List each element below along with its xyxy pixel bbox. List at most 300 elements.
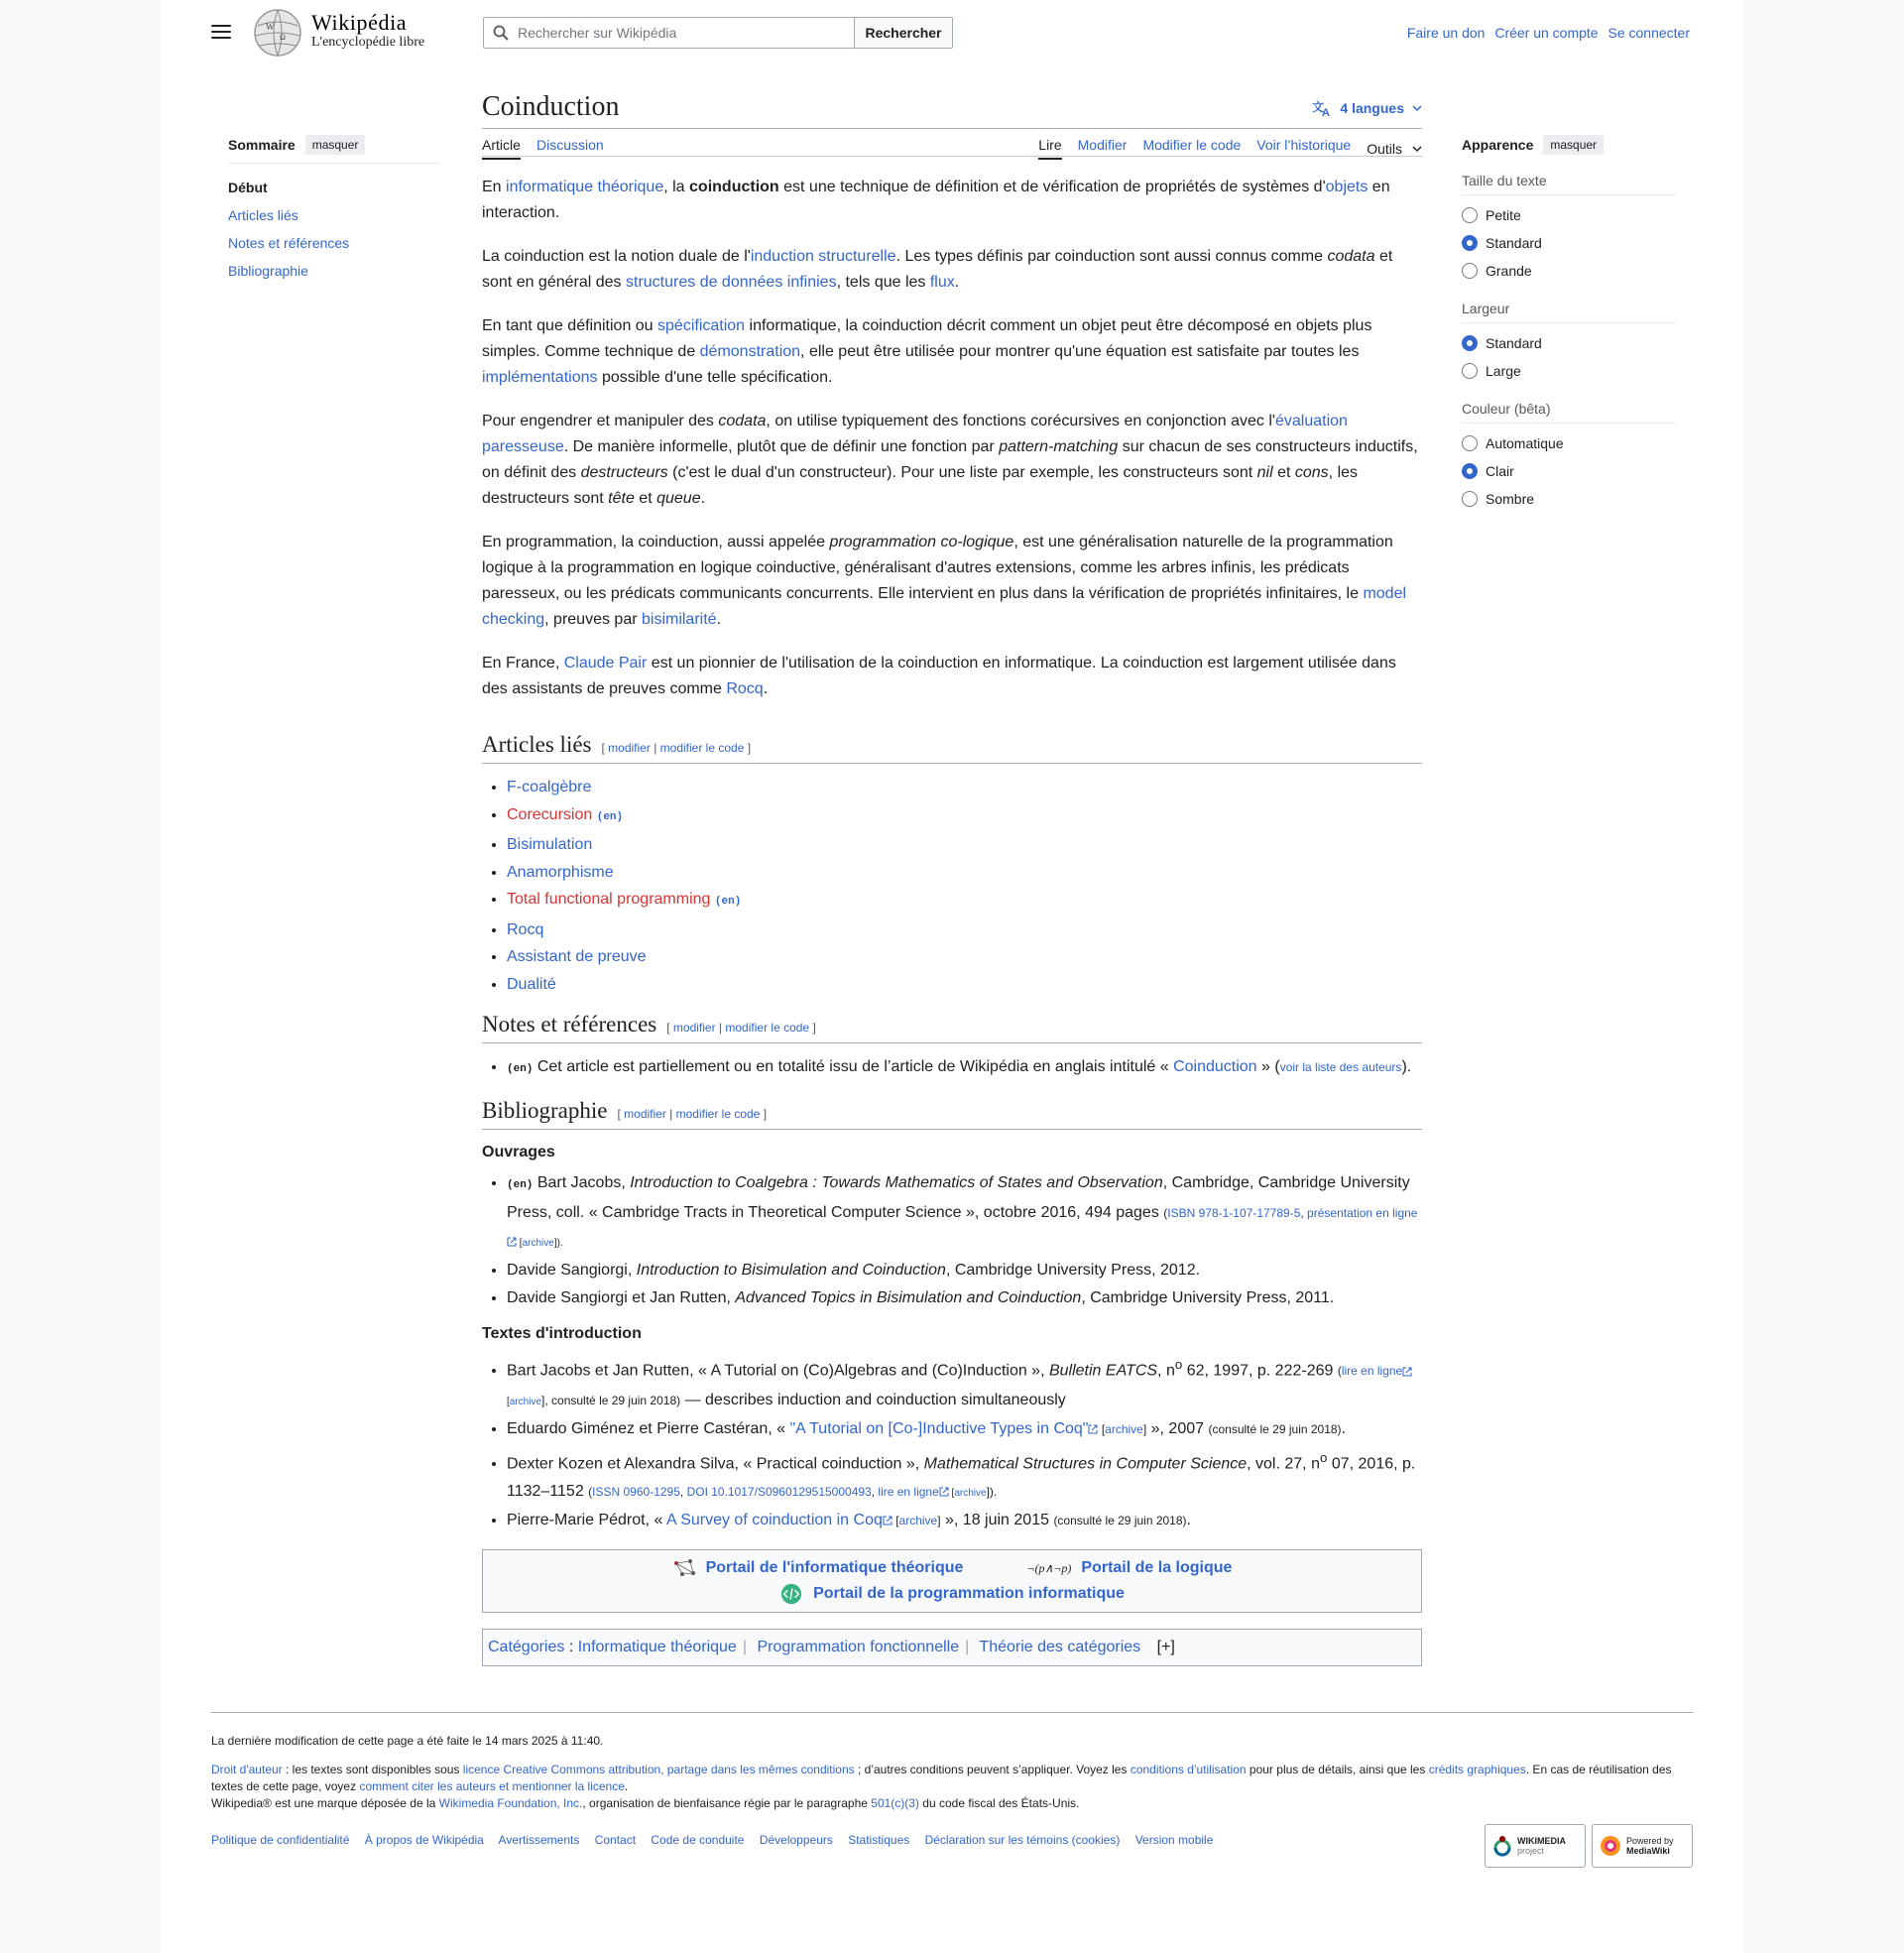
tools-menu[interactable] [1367, 137, 1422, 160]
page-title: Coinduction [482, 91, 620, 122]
text: [ [892, 1514, 899, 1528]
text: La coinduction est la notion duale de l' [482, 248, 751, 265]
footer-link[interactable]: Statistiques [848, 1833, 910, 1847]
bracket: [ [617, 1106, 625, 1121]
text: [ [507, 1396, 510, 1407]
related-link[interactable]: Assistant de preuve [507, 948, 647, 965]
radio-circle [1462, 363, 1478, 379]
cite-link[interactable]: comment citer les auteurs et mentionner la licence [359, 1779, 625, 1793]
section-heading-bibliographie [482, 1098, 1422, 1130]
link[interactable]: objets [1325, 179, 1368, 195]
text: en interaction. [482, 179, 1390, 221]
text: En tant que définition ou [482, 317, 658, 334]
radio-standard-width[interactable] [1462, 329, 1677, 357]
svg-text:Ω: Ω [280, 33, 286, 42]
category-link[interactable]: Théorie des catégories [979, 1638, 1141, 1655]
bracket: [ [666, 1021, 673, 1035]
online-link[interactable]: lire en ligne [878, 1484, 939, 1499]
text: est une technique de définition et de vérification de propriétés de systèmes d' [778, 179, 1326, 195]
text: , Cambridge University Press, 2011. [1081, 1288, 1335, 1306]
view-tabs [1038, 137, 1422, 160]
text: ], consulté le 29 juin 2018) [541, 1393, 681, 1407]
mediawiki-logo-icon [1599, 1834, 1622, 1858]
text: Eduardo Giménez et Pierre Castéran, « [507, 1420, 790, 1438]
radio-circle-selected [1462, 463, 1478, 479]
footer [211, 1712, 1693, 1856]
text: informatique, la coinduction décrit comment un objet peut être décomposé en objets plus simples. Comme technique de [482, 317, 1372, 360]
hamburger-bar [211, 37, 231, 39]
link[interactable]: Rocq [726, 680, 764, 697]
paragraph [482, 409, 1422, 512]
text: , organisation de bienfaisance régie par le paragraphe [582, 1796, 872, 1810]
radio-standard-size[interactable] [1462, 229, 1677, 257]
text: Dexter Kozen et Alexandra Silva, « Practical coinduction », [507, 1455, 924, 1473]
link[interactable]: implémentations [482, 369, 598, 386]
radio-label: Petite [1486, 207, 1521, 223]
link[interactable]: model checking [482, 585, 1407, 628]
isbn-link[interactable]: ISBN 978-1-107-17789-5 [1167, 1206, 1301, 1220]
text: , les destructeurs sont [482, 464, 1359, 507]
tab-read[interactable]: Lire [1038, 137, 1061, 160]
text: , preuves par [544, 611, 642, 628]
wordmark[interactable] [311, 11, 424, 51]
link[interactable]: structures de données infinies [626, 274, 837, 291]
bracket: ] [744, 741, 752, 755]
appearance-panel [1462, 135, 1677, 519]
hamburger-bar [211, 31, 231, 33]
appearance-title: Apparence [1462, 137, 1534, 153]
badge-line: WIKIMEDIA [1517, 1836, 1566, 1846]
color-label: Couleur (bêta) [1462, 391, 1677, 424]
list-item [507, 1257, 1422, 1284]
link[interactable]: Coinduction [1173, 1058, 1257, 1075]
text: , la [663, 179, 690, 195]
edit-section-link[interactable]: modifier [624, 1106, 666, 1121]
radio-circle [1462, 263, 1478, 279]
radio-label: Standard [1486, 235, 1542, 251]
text: [ [517, 1237, 523, 1249]
credits-link[interactable]: crédits graphiques [1428, 1763, 1526, 1776]
lang-marker: (en) [507, 1063, 534, 1075]
badge-line: Powered by [1626, 1836, 1674, 1846]
text: ( [1337, 1364, 1342, 1379]
text: Davide Sangiorgi et Jan Rutten, [507, 1288, 736, 1306]
intro-list [482, 1351, 1422, 1535]
copyright-link[interactable]: Droit d'auteur [211, 1763, 283, 1776]
tab-edit[interactable]: Modifier [1077, 137, 1128, 153]
section-heading-notes [482, 1012, 1422, 1043]
bracket: [ [601, 741, 609, 755]
text: . En cas de réutilisation des textes de cette page, voyez [211, 1763, 1672, 1793]
divider: | [742, 1638, 747, 1655]
link[interactable]: évaluation paresseuse [482, 413, 1348, 455]
last-modified: La dernière modification de cette page a été faite le 14 mars 2025 à 11:40. [211, 1734, 604, 1748]
text: du code fiscal des États-Unis. [918, 1796, 1080, 1810]
text: Bart Jacobs, [533, 1173, 631, 1191]
radio-sombre[interactable] [1462, 485, 1677, 513]
related-link[interactable]: Bisimulation [507, 836, 593, 853]
archive-link[interactable]: archive [1105, 1422, 1143, 1437]
portal-programmation[interactable] [779, 1581, 1125, 1607]
text: , on utilise typiquement des fonctions corécursives en conjonction avec l' [766, 413, 1275, 429]
link[interactable]: démonstration [699, 343, 801, 360]
wikipedia-globe-logo[interactable] [252, 8, 303, 58]
radio-large[interactable] [1462, 357, 1677, 385]
radio-circle-selected [1462, 335, 1478, 351]
category-link[interactable]: Informatique théorique [577, 1638, 737, 1655]
list-item [507, 831, 1422, 859]
radio-label: Sombre [1486, 491, 1535, 507]
list-item [507, 801, 1422, 832]
portal-link[interactable]: Portail de la logique [1081, 1558, 1233, 1576]
wordmark-title: Wikipédia [311, 10, 408, 35]
donate-link[interactable]: Faire un don [1406, 25, 1486, 41]
tools-label: Outils [1367, 140, 1402, 157]
badge-line: project [1517, 1846, 1545, 1856]
width-label: Largeur [1462, 291, 1677, 323]
list-item [507, 859, 1422, 887]
radio-label: Grande [1486, 263, 1532, 279]
list-item [507, 1284, 1422, 1312]
text: , [679, 1484, 687, 1499]
tab-discussion[interactable]: Discussion [536, 137, 604, 153]
text: ]). [986, 1484, 998, 1499]
footer-link[interactable]: Version mobile [1134, 1833, 1214, 1847]
link[interactable]: spécification [657, 317, 746, 334]
terms-link[interactable]: conditions d’utilisation [1130, 1763, 1247, 1776]
section-edit-links [666, 1021, 816, 1035]
portal-informatique-theorique[interactable] [672, 1555, 964, 1581]
link[interactable]: Claude Pair [563, 655, 648, 671]
text: Cet article est partiellement ou en totalité issu de l’article de Wikipédia en anglais intitulé « [533, 1058, 1174, 1075]
categories-expand[interactable]: [+] [1156, 1638, 1175, 1655]
table-of-contents [228, 135, 441, 285]
toc-item-notes[interactable] [228, 229, 441, 257]
edit-source-section-link[interactable]: modifier le code [659, 741, 745, 755]
link[interactable]: informatique théorique [506, 179, 664, 195]
badge-text [1626, 1836, 1674, 1856]
search-box [483, 17, 880, 49]
bold-term: coinduction [689, 179, 779, 195]
radio-circle-selected [1462, 235, 1478, 251]
related-link[interactable]: Dualité [507, 975, 556, 993]
list-item [507, 1507, 1422, 1535]
external-link-icon [1402, 1367, 1412, 1377]
text: ]). [553, 1237, 563, 1249]
text: et [634, 490, 657, 507]
section-edit-links [617, 1107, 767, 1121]
link[interactable]: bisimilarité [641, 611, 717, 628]
trademark-text [211, 1795, 1693, 1812]
list-item [507, 943, 1422, 971]
radio-label: Automatique [1486, 435, 1564, 451]
tutorial-link[interactable]: "A Tutorial on [Co-]Inductive Types in Coq" [789, 1420, 1089, 1438]
italic: destructeurs [580, 464, 668, 481]
footer-link[interactable]: Code de conduite [651, 1833, 745, 1847]
italic: queue [656, 490, 701, 507]
doi-link[interactable]: DOI 10.1017/S0960129515000493 [686, 1484, 872, 1499]
online-link[interactable]: lire en ligne [1341, 1364, 1403, 1379]
color-options [1462, 424, 1677, 519]
link[interactable]: flux [929, 274, 955, 291]
text: est un pionnier de l'utilisation de la coinduction en informatique. La coinduction est largement utilisée dans des assistants de preuves comme [482, 655, 1396, 697]
external-link-icon [883, 1516, 892, 1526]
related-list [482, 774, 1422, 998]
category-link[interactable]: Programmation fonctionnelle [757, 1638, 960, 1655]
language-button[interactable] [1312, 99, 1422, 117]
survey-link[interactable]: A Survey of coinduction in Coq [665, 1512, 883, 1529]
text: Bart Jacobs et Jan Rutten, « A Tutorial on (Co)Algebras and (Co)Induction », [507, 1362, 1049, 1380]
radio-grande[interactable] [1462, 257, 1677, 285]
text: , tels que les [836, 274, 930, 291]
footer-badges [1485, 1824, 1693, 1868]
wikimedia-logo-icon [1491, 1835, 1513, 1857]
edit-source-section-link[interactable]: modifier le code [725, 1021, 810, 1035]
toc-header [228, 135, 441, 164]
list-item [507, 916, 1422, 944]
appearance-header [1462, 135, 1677, 163]
list-item [507, 1415, 1422, 1444]
archive-link[interactable]: archive [898, 1514, 938, 1528]
italic: pattern-matching [999, 438, 1119, 455]
lang-marker: (en) [507, 1178, 534, 1191]
text: » ( [1256, 1058, 1280, 1075]
portal-row [483, 1555, 1421, 1581]
text: ] [937, 1514, 941, 1528]
text: , [1300, 1206, 1308, 1220]
heading-text: Notes et références [482, 1012, 657, 1037]
categories-box [482, 1629, 1422, 1666]
text: », 18 juin 2015 [940, 1512, 1054, 1529]
text: . [1186, 1512, 1191, 1529]
footer-link[interactable]: Avertissements [498, 1833, 580, 1847]
toc-item-bibliographie[interactable] [228, 257, 441, 285]
toc-link[interactable]: Notes et références [228, 235, 350, 251]
heading-text: Bibliographie [482, 1097, 608, 1123]
toc-item-debut[interactable]: Début [228, 180, 268, 195]
external-link-icon [1088, 1424, 1098, 1434]
footer-link[interactable]: Déclaration sur les témoins (cookies) [924, 1833, 1121, 1847]
text: ; d’autres conditions peuvent s’appliquer. Voyez les [854, 1763, 1130, 1776]
text: 62, 1997, p. 222-269 [1182, 1362, 1338, 1380]
text: , [871, 1484, 879, 1499]
text: . [624, 1779, 629, 1793]
archive-link[interactable]: archive [954, 1487, 987, 1499]
footer-link[interactable]: Politique de confidentialité [211, 1833, 350, 1847]
article [482, 85, 1422, 1666]
external-link-icon [939, 1487, 949, 1497]
translate-icon [1312, 99, 1332, 117]
link[interactable]: induction structurelle [750, 248, 896, 265]
foundation-link[interactable]: Wikimedia Foundation, Inc. [438, 1796, 583, 1810]
footer-link[interactable]: À propos de Wikipédia [364, 1833, 484, 1847]
edit-source-section-link[interactable]: modifier le code [675, 1106, 761, 1121]
paragraph [482, 651, 1422, 702]
toc-item-articles-lies[interactable] [228, 201, 441, 229]
separator: | [665, 1106, 676, 1121]
text: Pour engendrer et manipuler des [482, 413, 719, 429]
separator: | [715, 1021, 726, 1035]
bracket: ] [809, 1021, 816, 1035]
radio-clair[interactable] [1462, 457, 1677, 485]
portal-box [482, 1549, 1422, 1613]
radio-label: Large [1486, 363, 1521, 379]
text: [ [1098, 1422, 1106, 1437]
text: ( [588, 1484, 593, 1499]
section-edit-links [602, 741, 752, 755]
text: En [482, 179, 507, 195]
text: », 2007 [1146, 1420, 1209, 1438]
toc-link[interactable]: Bibliographie [228, 263, 308, 279]
logic-icon: ¬(p∧¬p) [1026, 1560, 1072, 1575]
footer-link[interactable]: Contact [594, 1833, 637, 1847]
italic: cons [1294, 464, 1329, 481]
radio-circle [1462, 491, 1478, 507]
italic: Introduction to Coalgebra : Towards Mathematics of States and Observation [630, 1173, 1163, 1191]
footer-links [211, 1832, 1693, 1849]
page [160, 0, 1744, 1953]
title-row [482, 85, 1422, 129]
related-link[interactable]: Anamorphisme [507, 863, 614, 881]
search-button[interactable]: Rechercher [854, 17, 953, 49]
archive-link[interactable]: archive [509, 1396, 542, 1407]
toc-link[interactable]: Articles liés [228, 207, 298, 223]
italic: codata [1327, 248, 1375, 265]
text-size-options [1462, 195, 1677, 291]
wikimedia-badge[interactable] [1485, 1824, 1586, 1868]
login-link[interactable]: Se connecter [1607, 25, 1690, 41]
text: . [1341, 1420, 1347, 1438]
radio-automatique[interactable] [1462, 429, 1677, 457]
related-link[interactable]: F-coalgèbre [507, 779, 592, 795]
ref-meta [588, 1485, 997, 1499]
radio-circle [1462, 435, 1478, 451]
license-link[interactable]: licence Creative Commons attribution, partage dans les mêmes conditions [462, 1763, 855, 1776]
authors-link[interactable]: voir la liste des auteurs [1279, 1060, 1402, 1074]
text: Wikipedia® est une marque déposée de la [211, 1796, 439, 1810]
archive-link[interactable]: archive [522, 1237, 554, 1249]
paragraph [482, 244, 1422, 296]
list-item [507, 774, 1422, 801]
italic: Mathematical Structures in Computer Science [923, 1455, 1248, 1473]
toc-title: Sommaire [228, 137, 296, 153]
chevron-down-icon [1412, 104, 1422, 112]
external-link-icon [507, 1237, 517, 1247]
svg-text:A: A [1322, 107, 1331, 117]
paragraph [482, 313, 1422, 391]
portal-link[interactable]: Portail de l'informatique théorique [705, 1558, 964, 1576]
text: , elle peut être utilisée pour montrer qu'une équation est satisfaite par toutes les [800, 343, 1360, 360]
related-link[interactable]: Rocq [507, 920, 544, 938]
portal-logique[interactable] [1026, 1555, 1232, 1581]
italic: Advanced Topics in Bisimulation and Coinduction [735, 1288, 1082, 1306]
create-account-link[interactable]: Créer un compte [1494, 25, 1599, 41]
text: et sont en général des [482, 248, 1393, 291]
list-item [507, 1444, 1422, 1507]
edit-section-link[interactable]: modifier [672, 1021, 716, 1035]
text: possible d'une telle spécification. [597, 369, 833, 386]
italic: programmation co-logique [829, 534, 1014, 550]
list-item [507, 886, 1422, 916]
text: ( [1163, 1206, 1168, 1220]
radio-label: Clair [1486, 463, 1514, 479]
colon: : [564, 1638, 578, 1655]
related-link-missing[interactable]: Corecursion [507, 805, 593, 823]
footer-link[interactable]: Développeurs [759, 1833, 833, 1847]
notes-list [482, 1053, 1422, 1084]
issn-link[interactable]: ISSN 0960-1295 [592, 1484, 680, 1499]
tab-history[interactable]: Voir l’historique [1256, 137, 1352, 153]
text: — describes induction and coinduction simultaneously [680, 1391, 1066, 1408]
radio-petite[interactable] [1462, 201, 1677, 229]
subheading-ouvrages: Ouvrages [482, 1143, 555, 1160]
text: , n [1157, 1362, 1175, 1380]
superscript: o [1319, 1449, 1328, 1465]
user-links [1401, 25, 1690, 41]
italic: codata [718, 413, 767, 429]
text: ). [1401, 1058, 1412, 1075]
list-item [507, 1169, 1422, 1258]
list-item [507, 971, 1422, 999]
toc-hide-button[interactable]: masquer [305, 135, 366, 155]
italic: nil [1256, 464, 1273, 481]
categories-label[interactable]: Catégories [488, 1638, 565, 1655]
text: sur chacun de ses constructeurs inductifs, on définit des [482, 438, 1418, 481]
text: . [763, 680, 769, 697]
text: . [716, 611, 722, 628]
text: et [1272, 464, 1295, 481]
divider: | [965, 1638, 970, 1655]
main-menu-button[interactable] [209, 21, 233, 45]
tax-code-link[interactable]: 501(c)(3) [871, 1796, 919, 1810]
svg-text:W: W [266, 22, 275, 32]
mediawiki-badge[interactable] [1592, 1824, 1693, 1868]
online-link[interactable]: présentation en ligne [1307, 1206, 1418, 1220]
page-tabs [482, 129, 1422, 157]
bracket: ] [760, 1106, 768, 1121]
tab-article[interactable]: Article [482, 137, 521, 160]
heading-text: Articles liés [482, 732, 592, 757]
appearance-hide-button[interactable]: masquer [1543, 135, 1604, 155]
text: ] [1142, 1422, 1147, 1437]
article-content [482, 175, 1422, 1666]
edit-section-link[interactable]: modifier [608, 741, 651, 755]
portal-link[interactable]: Portail de la programmation informatique [813, 1584, 1125, 1602]
search-input[interactable] [516, 18, 843, 48]
text: , est une généralisation naturelle de la programmation logique à la programmation en logique coinductive, généralisant d'autres extensions, comme les arbres infinis, les prédicats paresseux, ou les prédicats communicants concurrents. Elle intervient en plus dans la vérification de propriétés infinitaires, le [482, 534, 1393, 602]
language-count: 4 langues [1340, 100, 1404, 116]
svg-text:文: 文 [1312, 100, 1325, 114]
text: , Cambridge, Cambridge University Press, coll. « Cambridge Tracts in Theoretical Computer Science », octobre 2016, 494 pages [507, 1173, 1410, 1221]
text: : les textes sont disponibles sous [282, 1763, 463, 1776]
text: . De manière informelle, plutôt que de définir une fonction par [563, 438, 1000, 455]
tab-edit-source[interactable]: Modifier le code [1142, 137, 1242, 153]
italic: tête [608, 490, 635, 507]
graph-icon [672, 1557, 696, 1579]
english-link[interactable]: (en) [596, 810, 624, 823]
section-heading-articles-lies [482, 732, 1422, 764]
subheading-textes-introduction: Textes d'introduction [482, 1325, 642, 1342]
related-link-missing[interactable]: Total functional programming [507, 891, 711, 908]
english-link[interactable]: (en) [714, 896, 742, 908]
text: [ [948, 1487, 955, 1499]
text: En programmation, la coinduction, aussi appelée [482, 534, 830, 550]
italic: Bulletin EATCS [1048, 1362, 1158, 1380]
chevron-down-icon [1412, 145, 1422, 153]
text: . [700, 490, 706, 507]
text: Pierre-Marie Pédrot, « [507, 1512, 666, 1529]
paragraph [482, 175, 1422, 226]
